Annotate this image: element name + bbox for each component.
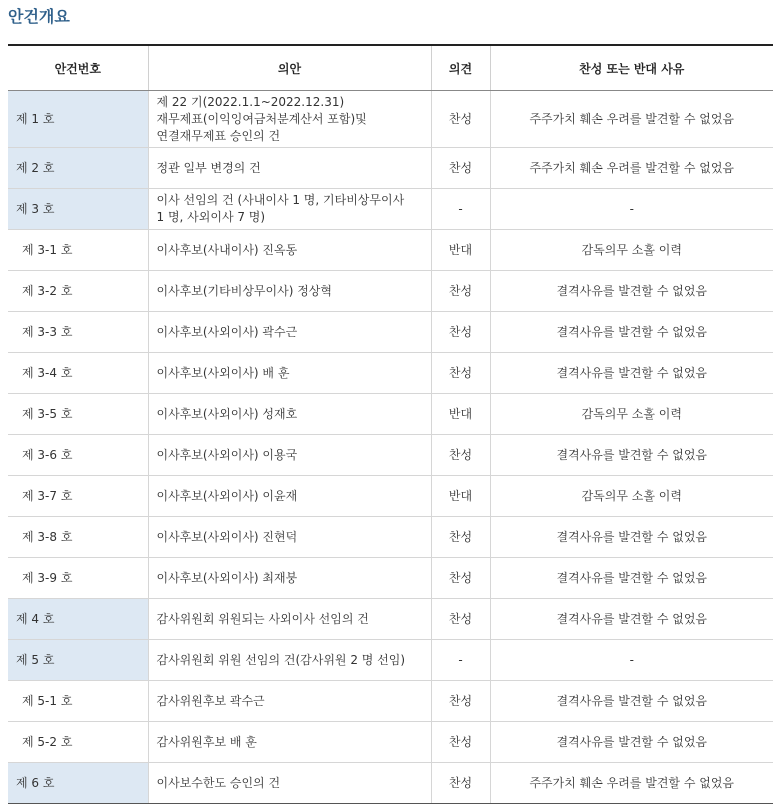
agenda-number-cell: 제 3-1 호 [8, 230, 148, 271]
agenda-cell: 감사위원후보 곽수근 [148, 681, 431, 722]
agenda-cell: 감사위원회 위원 선임의 건(감사위원 2 명 선임) [148, 640, 431, 681]
agenda-number-cell: 제 3-9 호 [8, 558, 148, 599]
header-agenda-number: 안건번호 [8, 45, 148, 91]
table-row [8, 353, 773, 394]
table-row [8, 148, 773, 189]
agenda-cell: 제 22 기(2022.1.1~2022.12.31) 재무제표(이익잉여금처분계산서 포함)및 연결재무제표 승인의 건 [148, 91, 431, 148]
agenda-number-cell: 제 1 호 [8, 91, 148, 148]
agenda-cell: 이사후보(사외이사) 최재붕 [148, 558, 431, 599]
reason-cell: 주주가치 훼손 우려를 발견할 수 없었음 [490, 91, 773, 148]
reason-cell: 감독의무 소홀 이력 [490, 394, 773, 435]
opinion-cell: 찬성 [431, 681, 490, 722]
table-row [8, 599, 773, 640]
agenda-number-cell: 제 2 호 [8, 148, 148, 189]
agenda-cell: 이사후보(사외이사) 이용국 [148, 435, 431, 476]
reason-cell: 결격사유를 발견할 수 없었음 [490, 271, 773, 312]
header-reason: 찬성 또는 반대 사유 [490, 45, 773, 91]
reason-cell: 결격사유를 발견할 수 없었음 [490, 558, 773, 599]
section-title: 안건개요 [8, 7, 70, 26]
table-row [8, 517, 773, 558]
table-row [8, 271, 773, 312]
reason-cell: 감독의무 소홀 이력 [490, 476, 773, 517]
reason-cell: 결격사유를 발견할 수 없었음 [490, 722, 773, 763]
opinion-cell: 찬성 [431, 435, 490, 476]
table-row [8, 189, 773, 230]
table-row [8, 312, 773, 353]
agenda-number-cell: 제 3-7 호 [8, 476, 148, 517]
agenda-number-cell: 제 6 호 [8, 763, 148, 804]
table-row [8, 558, 773, 599]
table-row [8, 230, 773, 271]
agenda-cell: 이사후보(사외이사) 진현덕 [148, 517, 431, 558]
agenda-number-cell: 제 5 호 [8, 640, 148, 681]
agenda-number-cell: 제 3-2 호 [8, 271, 148, 312]
agenda-number-cell: 제 3-3 호 [8, 312, 148, 353]
opinion-cell: 찬성 [431, 763, 490, 804]
agenda-cell: 이사후보(사외이사) 이윤재 [148, 476, 431, 517]
agenda-number-cell: 제 3-6 호 [8, 435, 148, 476]
reason-cell: - [490, 189, 773, 230]
opinion-cell: 반대 [431, 394, 490, 435]
opinion-cell: 찬성 [431, 312, 490, 353]
table-header-row [8, 45, 773, 91]
header-agenda: 의안 [148, 45, 431, 91]
reason-cell: 결격사유를 발견할 수 없었음 [490, 599, 773, 640]
opinion-cell: 반대 [431, 230, 490, 271]
reason-cell: 결격사유를 발견할 수 없었음 [490, 353, 773, 394]
table-row [8, 91, 773, 148]
table-row [8, 435, 773, 476]
opinion-cell: - [431, 189, 490, 230]
agenda-cell: 감사위원회 위원되는 사외이사 선임의 건 [148, 599, 431, 640]
header-opinion: 의견 [431, 45, 490, 91]
agenda-number-cell: 제 3-4 호 [8, 353, 148, 394]
agenda-cell: 이사후보(사외이사) 곽수근 [148, 312, 431, 353]
reason-cell: - [490, 640, 773, 681]
opinion-cell: 찬성 [431, 148, 490, 189]
table-row [8, 763, 773, 804]
reason-cell: 감독의무 소홀 이력 [490, 230, 773, 271]
agenda-number-cell: 제 3-5 호 [8, 394, 148, 435]
agenda-cell: 이사보수한도 승인의 건 [148, 763, 431, 804]
opinion-cell: - [431, 640, 490, 681]
reason-cell: 결격사유를 발견할 수 없었음 [490, 681, 773, 722]
agenda-cell: 이사후보(사내이사) 진옥동 [148, 230, 431, 271]
table-row [8, 476, 773, 517]
agenda-number-cell: 제 3 호 [8, 189, 148, 230]
table-row [8, 722, 773, 763]
reason-cell: 주주가치 훼손 우려를 발견할 수 없었음 [490, 763, 773, 804]
opinion-cell: 찬성 [431, 91, 490, 148]
agenda-table [8, 44, 773, 804]
agenda-number-cell: 제 4 호 [8, 599, 148, 640]
opinion-cell: 찬성 [431, 517, 490, 558]
agenda-cell: 이사 선임의 건 (사내이사 1 명, 기타비상무이사 1 명, 사외이사 7 명) [148, 189, 431, 230]
agenda-cell: 정관 일부 변경의 건 [148, 148, 431, 189]
opinion-cell: 찬성 [431, 599, 490, 640]
opinion-cell: 반대 [431, 476, 490, 517]
agenda-cell: 이사후보(사외이사) 배 훈 [148, 353, 431, 394]
agenda-cell: 감사위원후보 배 훈 [148, 722, 431, 763]
agenda-number-cell: 제 3-8 호 [8, 517, 148, 558]
opinion-cell: 찬성 [431, 353, 490, 394]
reason-cell: 결격사유를 발견할 수 없었음 [490, 517, 773, 558]
table-row [8, 681, 773, 722]
table-row [8, 394, 773, 435]
agenda-number-cell: 제 5-1 호 [8, 681, 148, 722]
opinion-cell: 찬성 [431, 722, 490, 763]
reason-cell: 결격사유를 발견할 수 없었음 [490, 435, 773, 476]
agenda-number-cell: 제 5-2 호 [8, 722, 148, 763]
reason-cell: 결격사유를 발견할 수 없었음 [490, 312, 773, 353]
opinion-cell: 찬성 [431, 558, 490, 599]
agenda-cell: 이사후보(사외이사) 성재호 [148, 394, 431, 435]
table-row [8, 640, 773, 681]
opinion-cell: 찬성 [431, 271, 490, 312]
reason-cell: 주주가치 훼손 우려를 발견할 수 없었음 [490, 148, 773, 189]
agenda-cell: 이사후보(기타비상무이사) 정상혁 [148, 271, 431, 312]
